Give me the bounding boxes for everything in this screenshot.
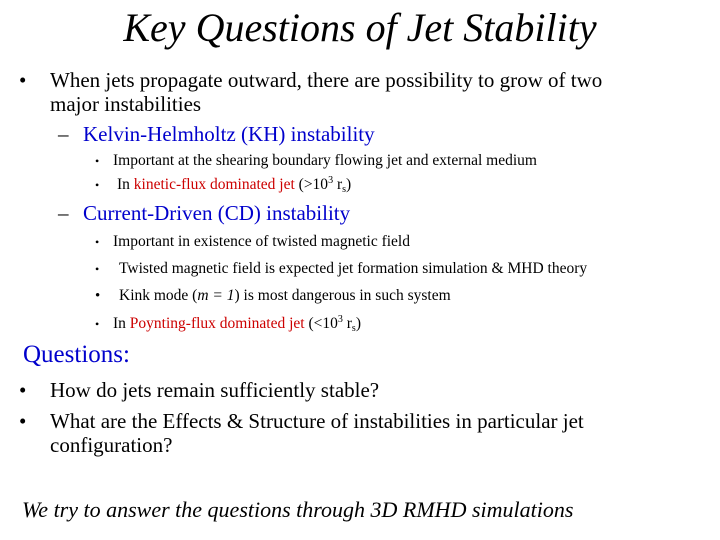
cd-instability-heading [58, 201, 351, 225]
kh-point-2-sub: s [342, 184, 347, 195]
bullet-intro-line1: When jets propagate outward, there are possibility to grow of two [50, 68, 603, 92]
cd-point-4-suffix-post: ) [355, 315, 361, 332]
cd-point-3 [95, 287, 451, 305]
cd-point-1 [95, 233, 410, 251]
bullet-intro-line2: major instabilities [50, 92, 202, 116]
cd-point-2 [95, 260, 588, 278]
kh-point-2-suffix-mid: r [333, 176, 343, 193]
questions-heading: Questions: [23, 341, 130, 368]
kh-point-1 [95, 152, 537, 170]
dash-marker: – [58, 201, 69, 225]
cd-point-4-highlight: Poynting-flux dominated jet [129, 315, 305, 332]
bullet-marker: • [95, 235, 100, 249]
kh-point-2-prefix: In [117, 176, 134, 193]
kh-point-2-sup: 3 [328, 175, 334, 186]
bullet-intro [19, 68, 603, 116]
question-2 [19, 409, 584, 457]
bullet-marker: • [19, 378, 27, 402]
bullet-marker: • [95, 178, 100, 192]
cd-point-4-sup: 3 [337, 314, 343, 325]
cd-point-1-text: Important in existence of twisted magnetic field [113, 233, 410, 250]
cd-point-3-italic: m = 1 [197, 287, 235, 304]
cd-point-4-sub: s [351, 323, 356, 334]
kh-point-2 [95, 175, 352, 195]
question-2-line2: configuration? [50, 433, 173, 457]
cd-point-4-suffix-mid: r [342, 315, 352, 332]
cd-point-4-suffix-pre: (<10 [304, 315, 338, 332]
kh-point-2-suffix-post: ) [346, 176, 352, 193]
question-1-text: How do jets remain sufficiently stable? [50, 378, 380, 402]
question-1 [19, 378, 380, 402]
cd-point-3-pre: Kink mode ( [119, 287, 198, 304]
kh-point-2-suffix-pre: (>10 [294, 176, 329, 193]
cd-point-4 [95, 314, 361, 334]
bullet-marker: • [95, 288, 101, 304]
cd-point-4-prefix: In [113, 315, 130, 332]
bullet-marker: • [95, 262, 100, 276]
bullet-marker: • [19, 409, 27, 433]
kh-point-1-text: Important at the shearing boundary flowing jet and external medium [113, 152, 537, 169]
bullet-marker: • [95, 317, 100, 331]
cd-point-2-text: Twisted magnetic field is expected jet formation simulation & MHD theory [119, 260, 588, 277]
kh-instability-heading [58, 122, 375, 146]
slide-title: Key Questions of Jet Stability [123, 5, 597, 50]
bullet-marker: • [19, 68, 27, 92]
kh-point-2-highlight: kinetic-flux dominated jet [133, 176, 295, 193]
closing-statement: We try to answer the questions through 3D RMHD simulations [22, 497, 574, 522]
question-2-line1: What are the Effects & Structure of instabilities in particular jet [50, 409, 584, 433]
kh-instability-label: Kelvin-Helmholtz (KH) instability [83, 122, 375, 146]
bullet-marker: • [95, 154, 100, 168]
cd-point-3-post: ) is most dangerous in such system [234, 287, 451, 304]
dash-marker: – [58, 122, 69, 146]
cd-instability-label: Current-Driven (CD) instability [83, 201, 351, 225]
